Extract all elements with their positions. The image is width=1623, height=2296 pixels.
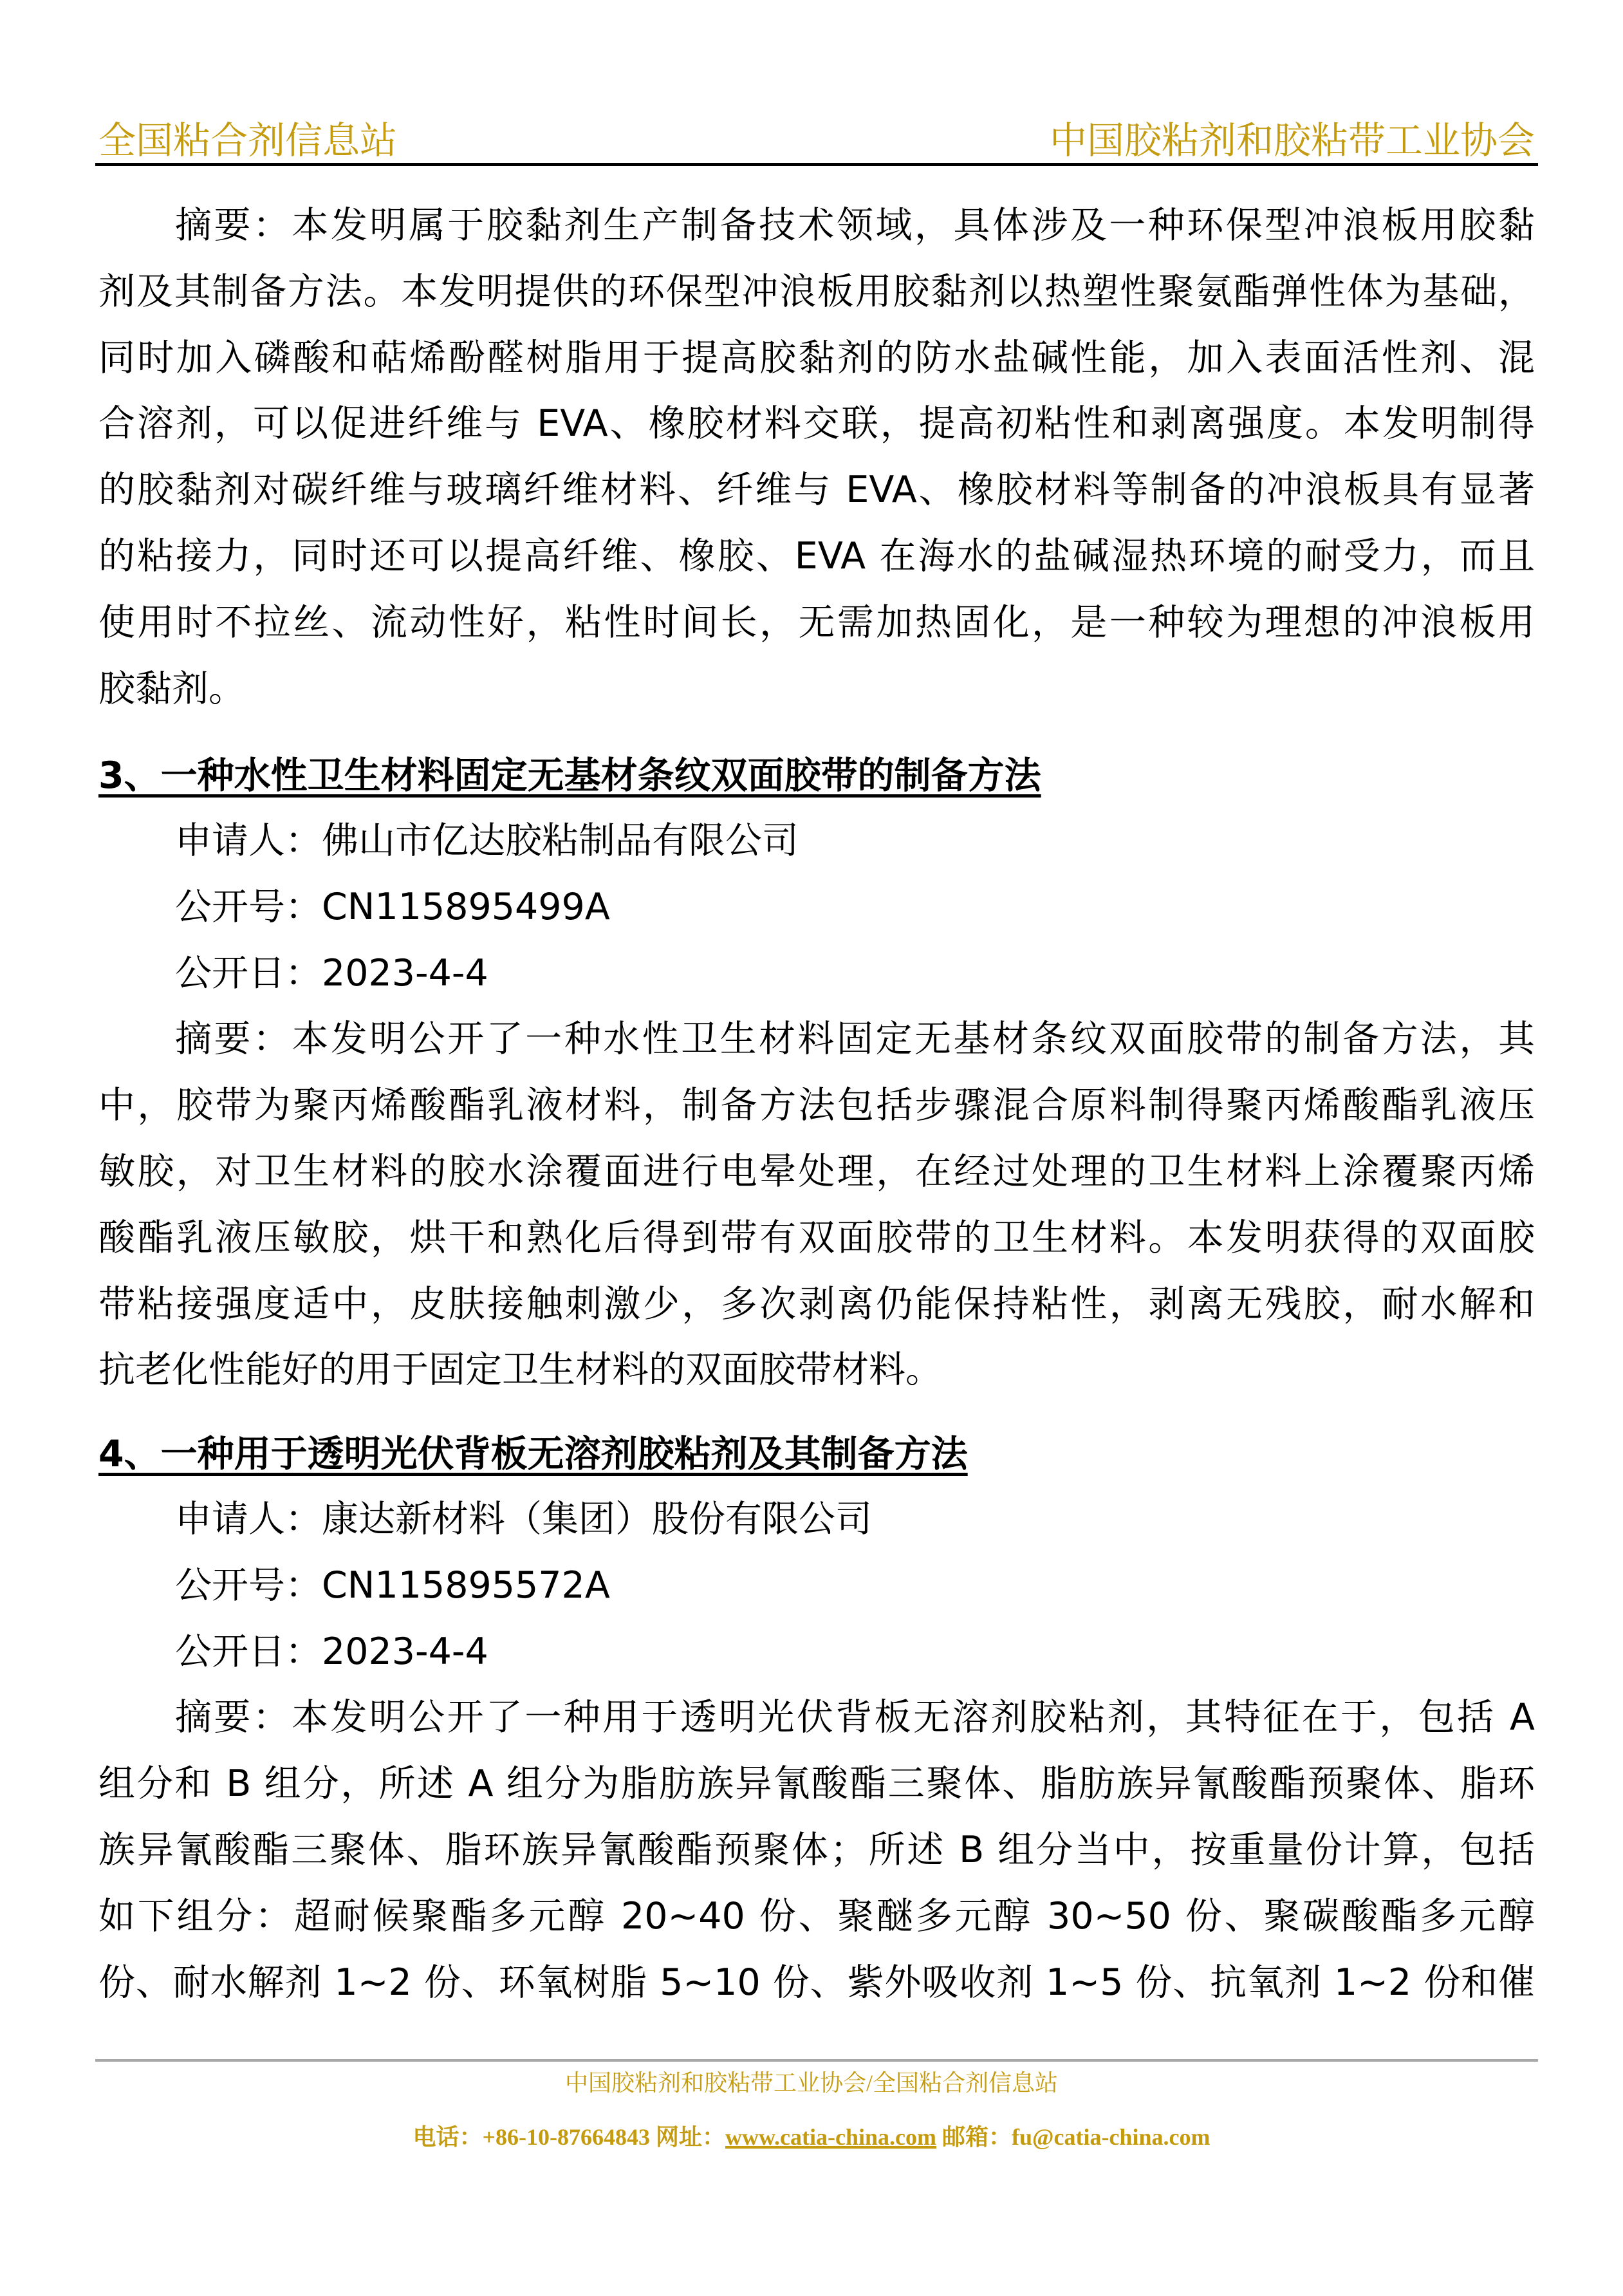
abstract-line: 同时加入磷酸和萜烯酚醛树脂用于提高胶黏剂的防水盐碱性能，加入表面活性剂、混 (98, 336, 1535, 379)
abstract-line: 抗老化性能好的用于固定卫生材料的双面胶带材料。 (98, 1349, 942, 1392)
abstract-line: 组分和 B 组分，所述 A 组分为脂肪族异氰酸酯三聚体、脂肪族异氰酸酯预聚体、脂环 (98, 1762, 1535, 1806)
abstract-line: 份、耐水解剂 1~2 份、环氧树脂 5~10 份、紫外吸收剂 1~5 份、抗氧剂 1~2 份和催 (98, 1961, 1535, 2004)
footer-divider (95, 2059, 1538, 2062)
patent-publication-number: 公开号：CN115895499A (175, 885, 610, 928)
footer-email: 邮箱：fu@catia-china.com (936, 2124, 1210, 2150)
abstract-line: 酸酯乳液压敏胶，烘干和熟化后得到带有双面胶带的卫生材料。本发明获得的双面胶 (98, 1216, 1535, 1259)
abstract-line: 合溶剂，可以促进纤维与 EVA、橡胶材料交联，提高初粘性和剥离强度。本发明制得 (98, 402, 1535, 445)
abstract-line: 摘要：本发明公开了一种水性卫生材料固定无基材条纹双面胶带的制备方法，其 (175, 1018, 1535, 1061)
patent-publication-number: 公开号：CN115895572A (175, 1563, 610, 1607)
footer-phone: 电话：+86-10-87664843 网址： (413, 2124, 726, 2150)
abstract-line: 带粘接强度适中，皮肤接触刺激少，多次剥离仍能保持粘性，剥离无残胶，耐水解和 (98, 1282, 1535, 1325)
abstract-line: 的粘接力，同时还可以提高纤维、橡胶、EVA 在海水的盐碱湿热环境的耐受力，而且 (98, 535, 1535, 577)
patent-publication-date: 公开日：2023-4-4 (175, 1630, 488, 1673)
footer-website-link[interactable]: www.catia-china.com (725, 2124, 936, 2150)
patent-publication-date: 公开日：2023-4-4 (175, 951, 488, 994)
footer-contact (0, 2119, 1623, 2152)
abstract-line: 族异氰酸酯三聚体、脂环族异氰酸酯预聚体；所述 B 组分当中，按重量份计算，包括 (98, 1829, 1535, 1871)
header-association-name: 中国胶粘剂和胶粘带工业协会 (1049, 118, 1535, 162)
abstract-line: 使用时不拉丝、流动性好，粘性时间长，无需加热固化，是一种较为理想的冲浪板用 (98, 601, 1535, 644)
abstract-line: 敏胶，对卫生材料的胶水涂覆面进行电晕处理，在经过处理的卫生材料上涂覆聚丙烯 (98, 1150, 1535, 1193)
header-site-name: 全国粘合剂信息站 (98, 118, 398, 162)
abstract-line: 胶黏剂。 (98, 667, 245, 710)
abstract-line: 如下组分：超耐候聚酯多元醇 20~40 份、聚醚多元醇 30~50 份、聚碳酸酯多元醇 (98, 1894, 1535, 1937)
footer-organization: 中国胶粘剂和胶粘带工业协会/全国粘合剂信息站 (564, 2070, 1058, 2096)
abstract-line: 摘要：本发明公开了一种用于透明光伏背板无溶剂胶粘剂，其特征在于，包括 A (175, 1696, 1535, 1739)
patent-title: 4、一种用于透明光伏背板无溶剂胶粘剂及其制备方法 (98, 1433, 968, 1475)
abstract-line: 的胶黏剂对碳纤维与玻璃纤维材料、纤维与 EVA、橡胶材料等制备的冲浪板具有显著 (98, 469, 1535, 512)
abstract-line: 中，胶带为聚丙烯酸酯乳液材料，制备方法包括步骤混合原料制得聚丙烯酸酯乳液压 (98, 1084, 1535, 1127)
patent-applicant: 申请人：佛山市亿达胶粘制品有限公司 (175, 819, 799, 862)
header-divider (95, 163, 1538, 166)
patent-applicant: 申请人：康达新材料（集团）股份有限公司 (175, 1498, 872, 1540)
patent-title: 3、一种水性卫生材料固定无基材条纹双面胶带的制备方法 (98, 754, 1041, 797)
abstract-line: 剂及其制备方法。本发明提供的环保型冲浪板用胶黏剂以热塑性聚氨酯弹性体为基础， (98, 270, 1535, 313)
abstract-line: 摘要：本发明属于胶黏剂生产制备技术领域，具体涉及一种环保型冲浪板用胶黏 (175, 204, 1535, 247)
